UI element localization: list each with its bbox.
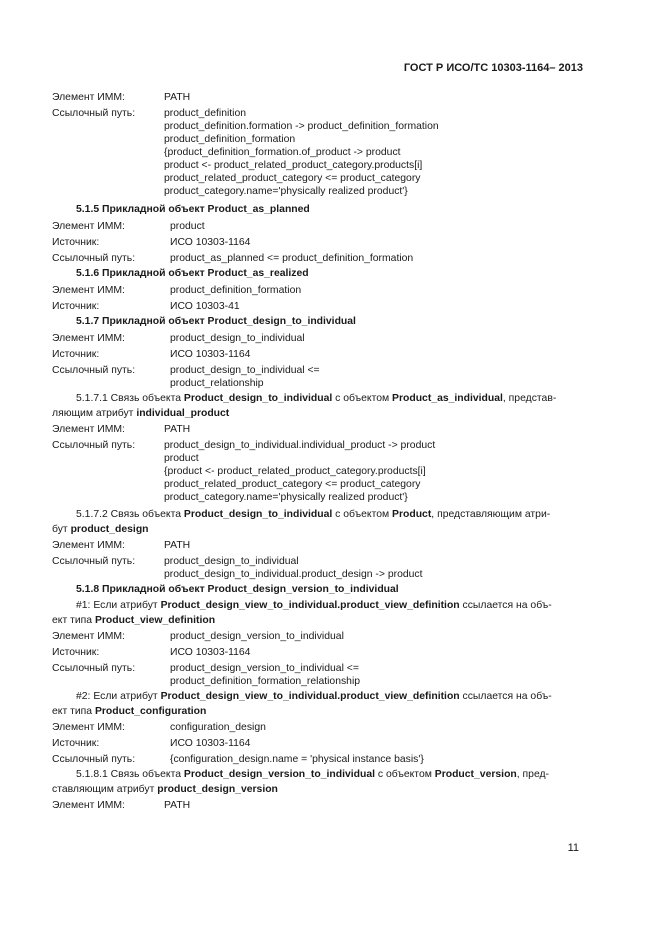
reference-path — [170, 364, 320, 390]
field-label: Элемент ИММ: — [52, 424, 125, 435]
text-run: ляющим атрибут — [52, 408, 137, 419]
path-line: product_definition.formation -> product_definition_formation — [164, 121, 439, 132]
field-label: Ссылочный путь: — [52, 556, 136, 567]
field-value: product_as_planned <= product_definition_formation — [170, 253, 414, 264]
paragraph-continuation — [0, 407, 661, 421]
path-line: product_relationship — [170, 378, 264, 389]
entity-name: Product_design_to_individual — [183, 509, 333, 520]
text-run: , пред- — [516, 769, 550, 780]
reference-path — [164, 107, 439, 198]
paragraph — [0, 689, 661, 705]
paragraph — [0, 391, 661, 407]
field-value: product_design_version_to_individual — [170, 631, 344, 642]
field-label: Элемент ИММ: — [52, 221, 125, 232]
text-run: с объектом — [332, 393, 393, 404]
attribute-name: product_design_version — [157, 784, 278, 795]
text-run: ект типа — [52, 706, 95, 717]
field-row — [0, 330, 661, 346]
field-value: PATH — [164, 800, 191, 811]
field-label: Источник: — [52, 349, 100, 360]
path-line: product — [164, 453, 199, 464]
field-label: Ссылочный путь: — [52, 440, 136, 451]
field-label: Ссылочный путь: — [52, 365, 136, 376]
field-label: Источник: — [52, 301, 100, 312]
text-run: ект типа — [52, 615, 95, 626]
paragraph — [0, 767, 661, 783]
paragraph-continuation — [0, 783, 661, 797]
text-run: #2: Если атрибут — [76, 691, 161, 702]
field-label: Элемент ИММ: — [52, 285, 125, 296]
field-label: Источник: — [52, 237, 100, 248]
field-label: Ссылочный путь: — [52, 754, 136, 765]
field-value: ИСО 10303-1164 — [170, 738, 251, 749]
entity-name: Product — [392, 509, 432, 520]
field-row — [0, 628, 661, 644]
field-label: Элемент ИММ: — [52, 631, 125, 642]
attribute-name: product_design — [70, 524, 149, 535]
path-line: product_design_version_to_individual <= — [170, 663, 359, 674]
document-header: ГОСТ Р ИСО/ТС 10303-1164– 2013 — [403, 62, 583, 74]
field-label: Элемент ИММ: — [52, 540, 125, 551]
text-run: с объектом — [332, 509, 393, 520]
path-line: product_design_to_individual.individual_product -> product — [164, 440, 436, 451]
field-label: Ссылочный путь: — [52, 663, 136, 674]
field-value: product_definition_formation — [170, 285, 302, 296]
entity-name: Product_design_version_to_individual — [183, 769, 376, 780]
text-run: , представ- — [502, 393, 557, 404]
field-row — [0, 719, 661, 735]
field-row — [0, 421, 661, 437]
entity-name: Product_as_individual — [392, 393, 503, 404]
field-label: Элемент ИММ: — [52, 333, 125, 344]
entity-name: Product_version — [434, 769, 517, 780]
field-row — [0, 105, 661, 202]
field-value: PATH — [164, 92, 191, 103]
field-value: ИСО 10303-1164 — [170, 237, 251, 248]
field-value: ИСО 10303-1164 — [170, 647, 251, 658]
text-run: 5.1.7.1 Связь объекта — [76, 393, 184, 404]
paragraph-continuation — [0, 523, 661, 537]
field-row — [0, 250, 661, 266]
field-row — [0, 298, 661, 314]
field-label: Ссылочный путь: — [52, 108, 136, 119]
field-value: PATH — [164, 424, 191, 435]
field-row — [0, 89, 661, 105]
section-heading: 5.1.6 Прикладной объект Product_as_realized — [76, 268, 309, 279]
field-label: Элемент ИММ: — [52, 92, 125, 103]
field-row — [0, 218, 661, 234]
path-line: product_design_to_individual — [164, 556, 299, 567]
field-value: product — [170, 221, 205, 232]
field-value: PATH — [164, 540, 191, 551]
field-row — [0, 735, 661, 751]
paragraph-continuation — [0, 705, 661, 719]
text-run: с объектом — [375, 769, 435, 780]
paragraph — [0, 598, 661, 614]
section-heading: 5.1.7 Прикладной объект Product_design_to_individual — [76, 316, 356, 327]
path-line: product_design_to_individual <= — [170, 365, 320, 376]
reference-path — [164, 439, 435, 504]
field-value: {configuration_design.name = 'physical instance basis'} — [170, 754, 424, 765]
text-run: 5.1.8.1 Связь объекта — [76, 769, 184, 780]
path-line: product_category.name='physically realized product'} — [164, 492, 408, 503]
entity-name: Product_view_definition — [94, 615, 216, 626]
section-heading: 5.1.8 Прикладной объект Product_design_version_to_individual — [76, 584, 399, 595]
field-value: configuration_design — [170, 722, 266, 733]
text-run: #1: Если атрибут — [76, 600, 161, 611]
section-heading: 5.1.5 Прикладной объект Product_as_planned — [76, 204, 310, 215]
field-value: product_design_to_individual — [170, 333, 305, 344]
attribute-name: Product_design_view_to_individual.product_view_definition — [160, 691, 460, 702]
field-row — [0, 537, 661, 553]
text-run: 5.1.7.2 Связь объекта — [76, 509, 184, 520]
path-line: {product_definition_formation.of_product -> product — [164, 147, 401, 158]
document-body — [0, 89, 661, 813]
path-line: product_design_to_individual.product_design -> product — [164, 569, 423, 580]
field-row — [0, 362, 661, 391]
attribute-name: Product_design_view_to_individual.product_view_definition — [160, 600, 460, 611]
field-row — [0, 751, 661, 767]
page-number: 11 — [567, 842, 579, 854]
field-row — [0, 660, 661, 689]
attribute-name: individual_product — [136, 408, 230, 419]
paragraph-continuation — [0, 614, 661, 628]
field-label: Элемент ИММ: — [52, 800, 125, 811]
field-value: ИСО 10303-1164 — [170, 349, 251, 360]
field-row — [0, 346, 661, 362]
entity-name: Product_configuration — [94, 706, 207, 717]
reference-path — [164, 555, 423, 581]
path-line: product_related_product_category <= product_category — [164, 173, 421, 184]
field-row — [0, 644, 661, 660]
field-row — [0, 234, 661, 250]
field-value: ИСО 10303-41 — [170, 301, 240, 312]
field-label: Источник: — [52, 647, 100, 658]
text-run: бут — [52, 524, 71, 535]
text-run: , представляющим атри- — [431, 509, 551, 520]
field-label: Элемент ИММ: — [52, 722, 125, 733]
path-line: product_definition_formation_relationship — [170, 676, 361, 687]
text-run: ссылается на объ- — [459, 600, 552, 611]
field-row — [0, 437, 661, 507]
field-label: Источник: — [52, 738, 100, 749]
field-row — [0, 282, 661, 298]
text-run: ставляющим атрибут — [52, 784, 158, 795]
path-line: product <- product_related_product_category.products[i] — [164, 160, 423, 171]
field-label: Ссылочный путь: — [52, 253, 136, 264]
paragraph — [0, 507, 661, 523]
field-row — [0, 797, 661, 813]
path-line: product_definition — [164, 108, 247, 119]
field-row — [0, 553, 661, 582]
path-line: product_related_product_category <= product_category — [164, 479, 421, 490]
reference-path — [170, 662, 360, 688]
entity-name: Product_design_to_individual — [183, 393, 333, 404]
path-line: product_category.name='physically realized product'} — [164, 186, 408, 197]
path-line: product_definition_formation — [164, 134, 296, 145]
path-line: {product <- product_related_product_category.products[i] — [164, 466, 426, 477]
text-run: ссылается на объ- — [459, 691, 552, 702]
